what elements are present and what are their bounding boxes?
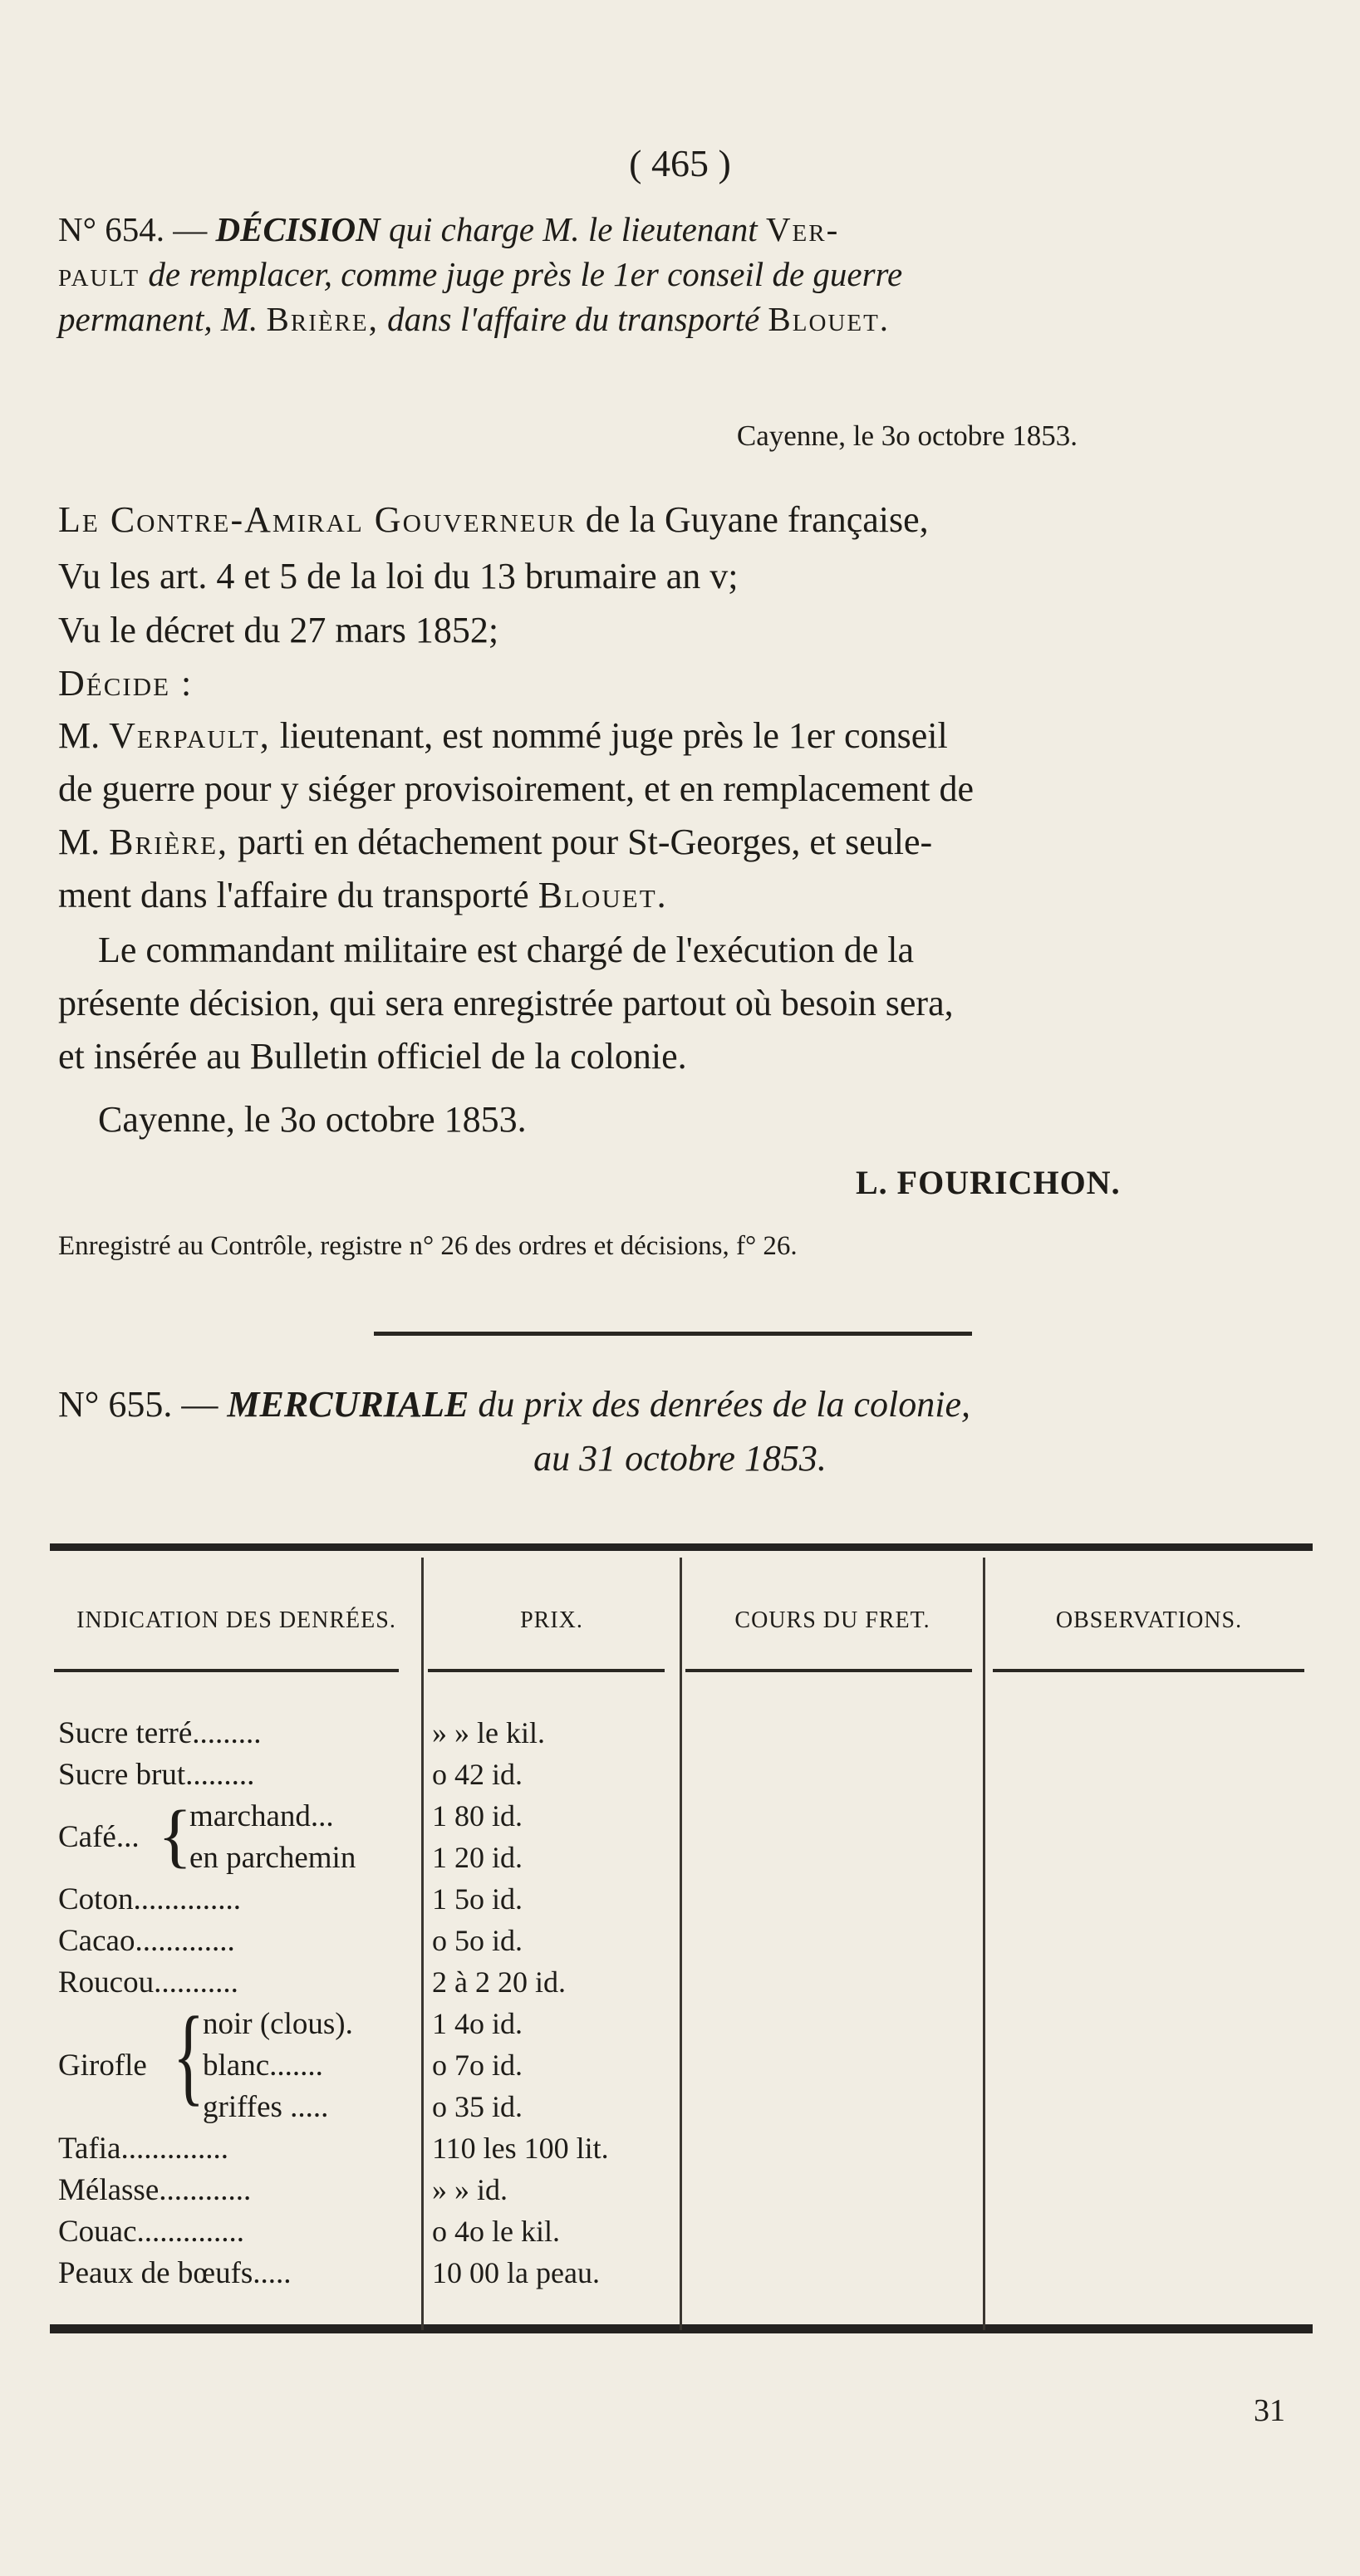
table-row-name: Coton.............. xyxy=(58,1882,241,1916)
table-row-price: 2 à 2 20 id. xyxy=(432,1965,566,1999)
column-header-denrees: INDICATION DES DENRÉES. xyxy=(76,1607,396,1633)
brace-icon: { xyxy=(173,1994,205,2116)
decision-number: N° 654. — xyxy=(58,210,208,248)
paragraph1-line3 xyxy=(58,821,932,863)
column-divider xyxy=(680,1558,682,2330)
mercuriale-title-word: MERCURIALE xyxy=(227,1384,469,1425)
decision-title-line2 xyxy=(58,254,902,294)
table-row-price: o 5o id. xyxy=(432,1924,523,1957)
mercuriale-title xyxy=(58,1383,970,1425)
table-row-name: Cacao............. xyxy=(58,1924,235,1958)
paragraph2-line1: Le commandant militaire est chargé de l'exécution de la xyxy=(98,930,915,970)
table-row-name: Mélasse............ xyxy=(58,2173,252,2207)
signature-mark: 31 xyxy=(1254,2393,1285,2428)
column-divider xyxy=(983,1558,985,2330)
table-top-rule xyxy=(50,1543,1313,1551)
table-row-price: 1 20 id. xyxy=(432,1841,523,1874)
decision-title-text: qui charge M. le lieutenant xyxy=(389,210,758,248)
table-row-price: 110 les 100 lit. xyxy=(432,2132,609,2165)
vu-line-1: Vu les art. 4 et 5 de la loi du 13 brumaire an v; xyxy=(58,556,739,596)
header-rule xyxy=(54,1669,399,1672)
mercuriale-title-text: du prix des denrées de la colonie, xyxy=(478,1384,970,1425)
table-row-price: 1 5o id. xyxy=(432,1882,523,1916)
name-blouet-body: Blouet. xyxy=(538,875,668,915)
paragraph-text: ment dans l'affaire du transporté xyxy=(58,875,529,915)
decision-title-text: dans l'affaire du transporté xyxy=(387,300,760,338)
paragraph1-line2: de guerre pour y siéger provisoirement, et en remplacement de xyxy=(58,768,974,809)
table-row-name: Couac.............. xyxy=(58,2215,245,2249)
table-row-price: o 4o le kil. xyxy=(432,2215,560,2248)
table-row-price: o 42 id. xyxy=(432,1758,523,1791)
table-row-price: o 35 id. xyxy=(432,2090,523,2123)
table-row-price: » » id. xyxy=(432,2173,508,2206)
paragraph1-line1 xyxy=(58,714,948,757)
decision-title-text: permanent, M. xyxy=(58,300,258,338)
decision-title-word: DÉCISION xyxy=(215,210,381,248)
table-row-name: Sucre terré......... xyxy=(58,1716,262,1750)
mercuriale-number: N° 655. — xyxy=(58,1384,218,1425)
table-row-name: griffes ..... xyxy=(203,2090,329,2124)
name-briere-body: Brière, xyxy=(109,822,229,862)
registration-note: Enregistré au Contrôle, registre n° 26 des ordres et décisions, f° 26. xyxy=(58,1231,798,1261)
name-verpault-end: pault xyxy=(58,255,140,293)
paragraph-text: lieutenant, est nommé juge près le 1er conseil xyxy=(279,715,948,756)
table-row-name: noir (clous). xyxy=(203,2007,353,2041)
decision-title-text: de remplacer, comme juge près le 1er conseil de guerre xyxy=(148,255,903,293)
column-header-prix: PRIX. xyxy=(520,1607,583,1633)
mercuriale-subtitle: au 31 octobre 1853. xyxy=(533,1438,827,1479)
governor-title: Le Contre-Amiral Gouverneur xyxy=(58,499,577,540)
vu-line-2: Vu le décret du 27 mars 1852; xyxy=(58,610,499,650)
paragraph-text: parti en détachement pour St-Georges, et seule- xyxy=(238,822,933,862)
governor-rest: de la Guyane française, xyxy=(585,499,929,540)
column-divider xyxy=(421,1558,424,2330)
table-row-name: Tafia.............. xyxy=(58,2132,228,2166)
header-rule xyxy=(428,1669,665,1672)
page-number: ( 465 ) xyxy=(629,142,731,184)
decision-title-line1 xyxy=(58,209,839,249)
section-divider xyxy=(374,1332,972,1336)
governor-line xyxy=(58,498,929,541)
text-m: M. xyxy=(58,715,101,756)
header-rule xyxy=(685,1669,972,1672)
brace-icon: { xyxy=(158,1795,193,1875)
paragraph2-line3: et insérée au Bulletin officiel de la colonie. xyxy=(58,1036,687,1077)
paragraph2-line2: présente décision, qui sera enregistrée partout où besoin sera, xyxy=(58,983,954,1023)
name-verpault-body: Verpault, xyxy=(109,715,271,756)
table-row-price: 1 80 id. xyxy=(432,1799,523,1833)
closing-date: Cayenne, le 3o octobre 1853. xyxy=(98,1099,527,1140)
table-row-name: Peaux de bœufs..... xyxy=(58,2256,292,2290)
table-row-price: 1 4o id. xyxy=(432,2007,523,2040)
table-row-name: Roucou........... xyxy=(58,1965,238,1999)
column-header-observations: OBSERVATIONS. xyxy=(1055,1607,1243,1633)
group-label-girofle: Girofle xyxy=(58,2049,147,2083)
table-row-price: 10 00 la peau. xyxy=(432,2256,600,2289)
decide-heading: Décide : xyxy=(58,663,194,704)
decision-title-line3 xyxy=(58,299,890,339)
signature: L. FOURICHON. xyxy=(856,1164,1121,1201)
paragraph1-line4 xyxy=(58,874,668,916)
header-rule xyxy=(993,1669,1304,1672)
group-label-cafe: Café... xyxy=(58,1820,140,1854)
text-m: M. xyxy=(58,822,101,862)
table-row-price: » » le kil. xyxy=(432,1716,545,1749)
table-row-price: o 7o id. xyxy=(432,2049,523,2082)
name-briere: Brière, xyxy=(266,300,379,338)
table-row-name: en parchemin xyxy=(189,1841,356,1875)
table-row-name: Sucre brut......... xyxy=(58,1758,255,1792)
place-date: Cayenne, le 3o octobre 1853. xyxy=(736,420,1078,452)
table-row-name: marchand... xyxy=(189,1799,334,1833)
name-verpault: Ver- xyxy=(765,210,840,248)
name-blouet: Blouet. xyxy=(768,300,891,338)
column-header-fret: COURS DU FRET. xyxy=(734,1607,930,1633)
table-row-name: blanc....... xyxy=(203,2049,323,2083)
